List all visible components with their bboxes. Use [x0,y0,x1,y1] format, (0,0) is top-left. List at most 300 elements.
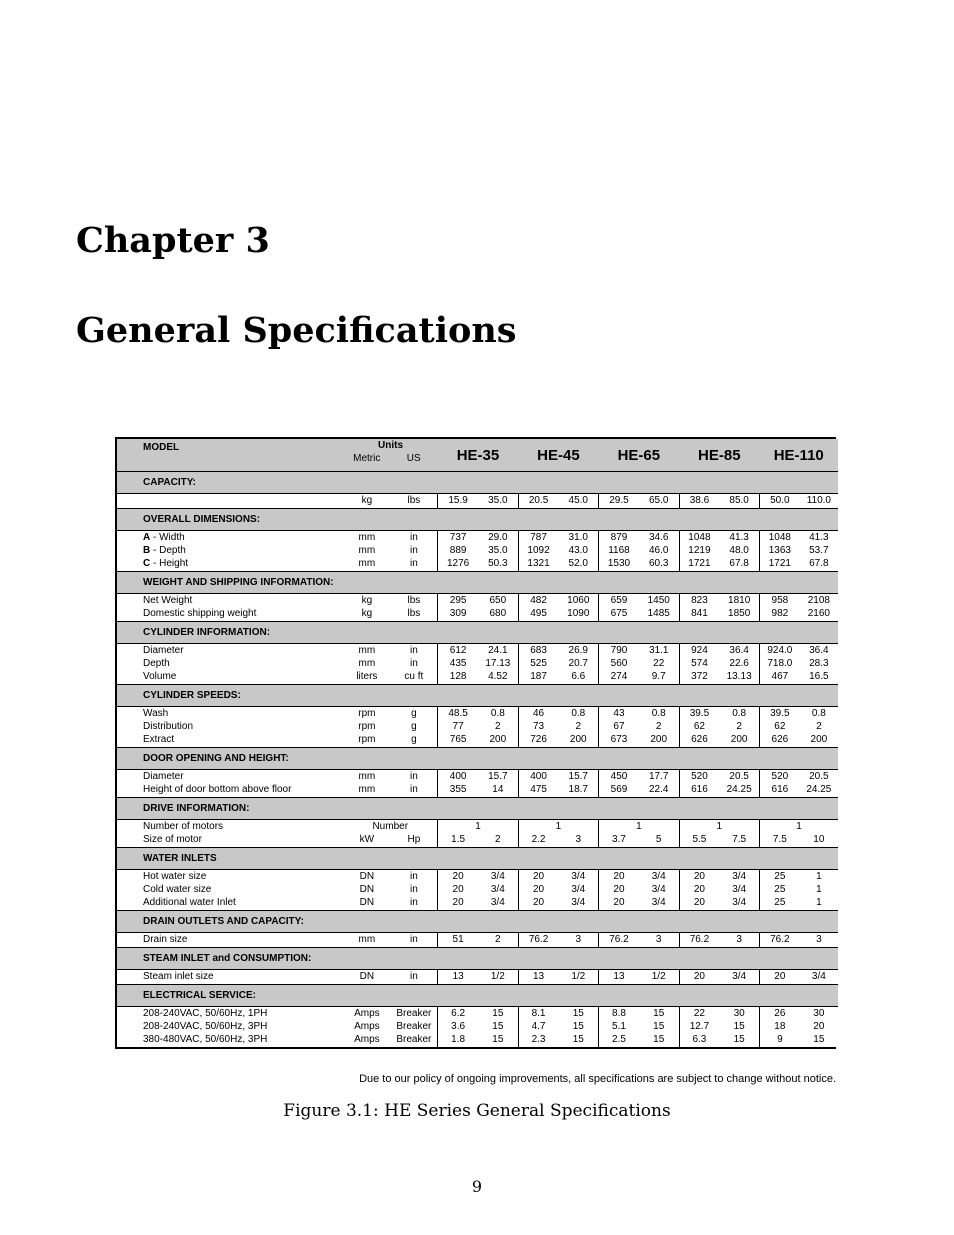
us-label: US [406,453,421,464]
metric-unit: Amps [343,1020,390,1033]
value-cell: 20 [599,870,639,884]
page-heading: General Specifications [76,310,517,351]
metric-unit: mm [343,544,390,557]
value-cell: 15.9 [438,494,478,509]
value-cell: 520 [679,770,719,784]
value-cell: 30 [800,1007,838,1021]
value-cell: 1321 [518,557,558,572]
value-cell: 43.0 [558,544,598,557]
value-cell: 3/4 [558,883,598,896]
value-cell: 76.2 [679,933,719,948]
row-label [117,770,343,784]
us-unit: g [391,720,438,733]
row-label-text: 208-240VAC, 50/60Hz, 3PH [143,1021,268,1032]
us-unit: in [391,657,438,670]
value-cell: 110.0 [800,494,838,509]
us-unit: in [391,644,438,658]
us-unit: in [391,770,438,784]
row-label [117,933,343,948]
value-cell: 3 [719,933,759,948]
value-cell: 18.7 [558,783,598,798]
table-row [117,494,838,509]
us-unit: in [391,783,438,798]
value-cell: 790 [599,644,639,658]
value-cell: 1810 [719,594,759,608]
value-cell: 924 [679,644,719,658]
value-cell: 35.0 [478,544,518,557]
us-unit: Breaker [391,1007,438,1021]
value-cell: 15.7 [478,770,518,784]
us-unit: in [391,557,438,572]
chapter-title: Chapter 3 [76,220,270,261]
value-cell: 9.7 [639,670,679,685]
value-cell: 2 [639,720,679,733]
value-cell: 29.0 [478,531,518,545]
value-cell: 10 [800,833,838,848]
value-cell: 889 [438,544,478,557]
value-cell: 20 [679,896,719,911]
table-row [117,720,838,733]
value-cell: 34.6 [639,531,679,545]
value-cell: 4.52 [478,670,518,685]
value-cell: 36.4 [719,644,759,658]
section-header [117,685,838,707]
metric-unit: Amps [343,1007,390,1021]
value-cell: 20 [599,883,639,896]
value-cell: 51 [438,933,478,948]
value-cell: 24.1 [478,644,518,658]
us-unit: in [391,970,438,985]
value-cell: 12.7 [679,1020,719,1033]
value-cell: 85.0 [719,494,759,509]
row-label [117,720,343,733]
value-cell: 520 [760,770,800,784]
spec-table-container [115,437,836,1049]
metric-unit: DN [343,870,390,884]
metric-unit: mm [343,657,390,670]
value-cell: 15 [478,1007,518,1021]
row-label [117,820,343,834]
value-cell: 25 [760,870,800,884]
metric-label: Metric [353,453,381,464]
us-unit: in [391,544,438,557]
value-cell: 67.8 [800,557,838,572]
value-cell: 20.5 [518,494,558,509]
value-cell: 48.5 [438,707,478,721]
row-label [117,607,343,622]
metric-unit: kg [343,607,390,622]
value-cell: 823 [679,594,719,608]
value-cell: 22 [639,657,679,670]
value-cell: 76.2 [518,933,558,948]
value-cell: 1450 [639,594,679,608]
value-cell: 2.3 [518,1033,558,1047]
value-cell: 1060 [558,594,598,608]
value-cell: 5 [639,833,679,848]
us-unit: lbs [391,494,438,509]
value-cell: 3 [800,933,838,948]
us-unit: in [391,896,438,911]
value-cell: 1 [599,820,679,834]
metric-unit: DN [343,896,390,911]
value-cell: 726 [518,733,558,748]
table-row [117,733,838,748]
value-cell: 15 [719,1033,759,1047]
value-cell: 3.6 [438,1020,478,1033]
row-label-text: Wash [143,708,169,719]
page-number: 9 [471,1177,483,1196]
row-label-text: Domestic shipping weight [143,608,257,619]
value-cell: 879 [599,531,639,545]
value-cell: 3/4 [639,896,679,911]
value-cell: 435 [438,657,478,670]
value-cell: 1 [438,820,518,834]
value-cell: 626 [760,733,800,748]
row-label [117,557,343,572]
row-label-letter: B [143,545,151,556]
row-label-text: Drain size [143,934,188,945]
row-label [117,970,343,985]
model-he-65: HE-65 [599,439,679,472]
value-cell: 612 [438,644,478,658]
model-he-85: HE-85 [679,439,759,472]
value-cell: 0.8 [719,707,759,721]
value-cell: 73 [518,720,558,733]
value-cell: 13.13 [719,670,759,685]
value-cell: 2.5 [599,1033,639,1047]
table-row [117,833,838,848]
value-cell: 200 [800,733,838,748]
row-label [117,494,343,509]
value-cell: 295 [438,594,478,608]
value-cell: 1.8 [438,1033,478,1047]
value-cell: 2 [558,720,598,733]
value-cell: 50.0 [760,494,800,509]
model-header: MODEL [117,439,343,472]
value-cell: 39.5 [760,707,800,721]
value-cell: 45.0 [558,494,598,509]
value-cell: 5.1 [599,1020,639,1033]
value-cell: 1850 [719,607,759,622]
value-cell: 20 [438,883,478,896]
table-row [117,896,838,911]
value-cell: 737 [438,531,478,545]
value-cell: 65.0 [639,494,679,509]
value-cell: 25 [760,883,800,896]
value-cell: 77 [438,720,478,733]
row-label-text: Net Weight [143,595,193,606]
value-cell: 46 [518,707,558,721]
value-cell: 20 [760,970,800,985]
value-cell: 683 [518,644,558,658]
value-cell: 20 [438,896,478,911]
value-cell: 765 [438,733,478,748]
value-cell: 372 [679,670,719,685]
value-cell: 650 [478,594,518,608]
value-cell: 7.5 [760,833,800,848]
model-he-35: HE-35 [438,439,518,472]
value-cell: 15 [478,1033,518,1047]
value-cell: 574 [679,657,719,670]
value-cell: 1721 [760,557,800,572]
value-cell: 841 [679,607,719,622]
value-cell: 400 [438,770,478,784]
value-cell: 3/4 [719,896,759,911]
table-row [117,883,838,896]
value-cell: 24.25 [800,783,838,798]
section-title: CYLINDER SPEEDS: [117,685,838,707]
unit-span: Number [343,820,438,834]
value-cell: 1219 [679,544,719,557]
value-cell: 14 [478,783,518,798]
spec-table [117,439,838,1047]
spec-table-body [117,439,838,1047]
value-cell: 675 [599,607,639,622]
value-cell: 1 [760,820,839,834]
row-label-text: Distribution [143,721,194,732]
row-label-text: Steam inlet size [143,971,214,982]
value-cell: 3/4 [719,970,759,985]
section-title: ELECTRICAL SERVICE: [117,985,838,1007]
row-label-text: Diameter [143,771,184,782]
value-cell: 15 [719,1020,759,1033]
section-title: WEIGHT AND SHIPPING INFORMATION: [117,572,838,594]
row-label-text: - Height [150,558,189,569]
value-cell: 274 [599,670,639,685]
row-label-text: Extract [143,734,175,745]
value-cell: 467 [760,670,800,685]
row-label [117,657,343,670]
row-label-text: Size of motor [143,834,202,845]
value-cell: 20 [679,970,719,985]
section-title: DOOR OPENING AND HEIGHT: [117,748,838,770]
value-cell: 35.0 [478,494,518,509]
value-cell: 3 [639,933,679,948]
value-cell: 26 [760,1007,800,1021]
value-cell: 36.4 [800,644,838,658]
section-header [117,848,838,870]
metric-unit: rpm [343,707,390,721]
value-cell: 200 [639,733,679,748]
value-cell: 3/4 [639,870,679,884]
row-label-letter: A [143,532,151,543]
value-cell: 20 [679,870,719,884]
table-row [117,544,838,557]
section-header [117,985,838,1007]
metric-unit: mm [343,644,390,658]
value-cell: 76.2 [760,933,800,948]
value-cell: 20 [518,896,558,911]
value-cell: 15 [639,1033,679,1047]
section-title: STEAM INLET and CONSUMPTION: [117,948,838,970]
value-cell: 20.7 [558,657,598,670]
value-cell: 1/2 [639,970,679,985]
metric-unit: mm [343,770,390,784]
value-cell: 26.9 [558,644,598,658]
row-label [117,670,343,685]
value-cell: 15 [639,1007,679,1021]
section-title: WATER INLETS [117,848,838,870]
section-header [117,572,838,594]
metric-unit: DN [343,883,390,896]
value-cell: 3/4 [478,896,518,911]
value-cell: 1530 [599,557,639,572]
table-row [117,707,838,721]
section-header [117,622,838,644]
row-label [117,1033,343,1047]
us-unit: in [391,883,438,896]
value-cell: 187 [518,670,558,685]
value-cell: 1048 [760,531,800,545]
value-cell: 62 [679,720,719,733]
metric-unit: mm [343,933,390,948]
value-cell: 31.1 [639,644,679,658]
metric-unit: kg [343,594,390,608]
value-cell: 3/4 [478,883,518,896]
value-cell: 3/4 [558,870,598,884]
value-cell: 2 [478,833,518,848]
value-cell: 128 [438,670,478,685]
value-cell: 17.13 [478,657,518,670]
value-cell: 6.2 [438,1007,478,1021]
value-cell: 3.7 [599,833,639,848]
value-cell: 2 [800,720,838,733]
value-cell: 20 [679,883,719,896]
section-header [117,911,838,933]
us-unit: g [391,707,438,721]
metric-unit: mm [343,557,390,572]
value-cell: 1/2 [558,970,598,985]
row-label-text: 208-240VAC, 50/60Hz, 1PH [143,1008,268,1019]
table-row [117,1020,838,1033]
row-label [117,531,343,545]
value-cell: 53.7 [800,544,838,557]
value-cell: 495 [518,607,558,622]
spec-note: Due to our policy of ongoing improvements, all specifications are subject to change without notice. [359,1073,836,1085]
value-cell: 62 [760,720,800,733]
section-header [117,509,838,531]
value-cell: 48.0 [719,544,759,557]
section-title: DRIVE INFORMATION: [117,798,838,820]
row-label [117,544,343,557]
table-header-row [117,439,838,472]
value-cell: 43 [599,707,639,721]
value-cell: 1363 [760,544,800,557]
metric-unit: rpm [343,733,390,748]
metric-unit: liters [343,670,390,685]
value-cell: 560 [599,657,639,670]
value-cell: 15.7 [558,770,598,784]
table-row [117,1033,838,1047]
row-label [117,707,343,721]
value-cell: 0.8 [800,707,838,721]
value-cell: 616 [679,783,719,798]
model-he-45: HE-45 [518,439,598,472]
value-cell: 1 [518,820,598,834]
value-cell: 30 [719,1007,759,1021]
value-cell: 15 [558,1020,598,1033]
us-unit: Breaker [391,1020,438,1033]
table-row [117,970,838,985]
value-cell: 1 [800,896,838,911]
row-label [117,594,343,608]
us-unit: in [391,531,438,545]
value-cell: 13 [438,970,478,985]
value-cell: 46.0 [639,544,679,557]
row-label-text: Cold water size [143,884,212,895]
value-cell: 8.8 [599,1007,639,1021]
value-cell: 1048 [679,531,719,545]
row-label [117,644,343,658]
row-label-text: Additional water Inlet [143,897,236,908]
value-cell: 50.3 [478,557,518,572]
row-label-letter: C [143,558,151,569]
us-unit: cu ft [391,670,438,685]
value-cell: 41.3 [800,531,838,545]
value-cell: 22.4 [639,783,679,798]
row-label [117,733,343,748]
us-unit: lbs [391,594,438,608]
value-cell: 2 [719,720,759,733]
section-header [117,472,838,494]
value-cell: 1168 [599,544,639,557]
value-cell: 24.25 [719,783,759,798]
value-cell: 76.2 [599,933,639,948]
row-label-text: Volume [143,671,177,682]
section-header [117,948,838,970]
row-label-text: Diameter [143,645,184,656]
value-cell: 1 [679,820,759,834]
value-cell: 41.3 [719,531,759,545]
value-cell: 16.5 [800,670,838,685]
value-cell: 680 [478,607,518,622]
value-cell: 39.5 [679,707,719,721]
value-cell: 13 [599,970,639,985]
value-cell: 2 [478,933,518,948]
value-cell: 0.8 [478,707,518,721]
value-cell: 3/4 [719,870,759,884]
value-cell: 924.0 [760,644,800,658]
row-label-text: Hot water size [143,871,207,882]
value-cell: 20 [518,883,558,896]
value-cell: 626 [679,733,719,748]
value-cell: 25 [760,896,800,911]
value-cell: 3/4 [558,896,598,911]
value-cell: 475 [518,783,558,798]
table-row [117,770,838,784]
row-label [117,870,343,884]
value-cell: 450 [599,770,639,784]
row-label [117,1007,343,1021]
section-header [117,798,838,820]
value-cell: 659 [599,594,639,608]
value-cell: 6.6 [558,670,598,685]
us-unit: Breaker [391,1033,438,1047]
value-cell: 8.1 [518,1007,558,1021]
value-cell: 3/4 [719,883,759,896]
value-cell: 15 [558,1007,598,1021]
table-row [117,870,838,884]
value-cell: 3 [558,933,598,948]
row-label [117,883,343,896]
value-cell: 2160 [800,607,838,622]
value-cell: 18 [760,1020,800,1033]
value-cell: 38.6 [679,494,719,509]
value-cell: 200 [719,733,759,748]
value-cell: 31.0 [558,531,598,545]
row-label-text: Number of motors [143,821,224,832]
value-cell: 3 [558,833,598,848]
